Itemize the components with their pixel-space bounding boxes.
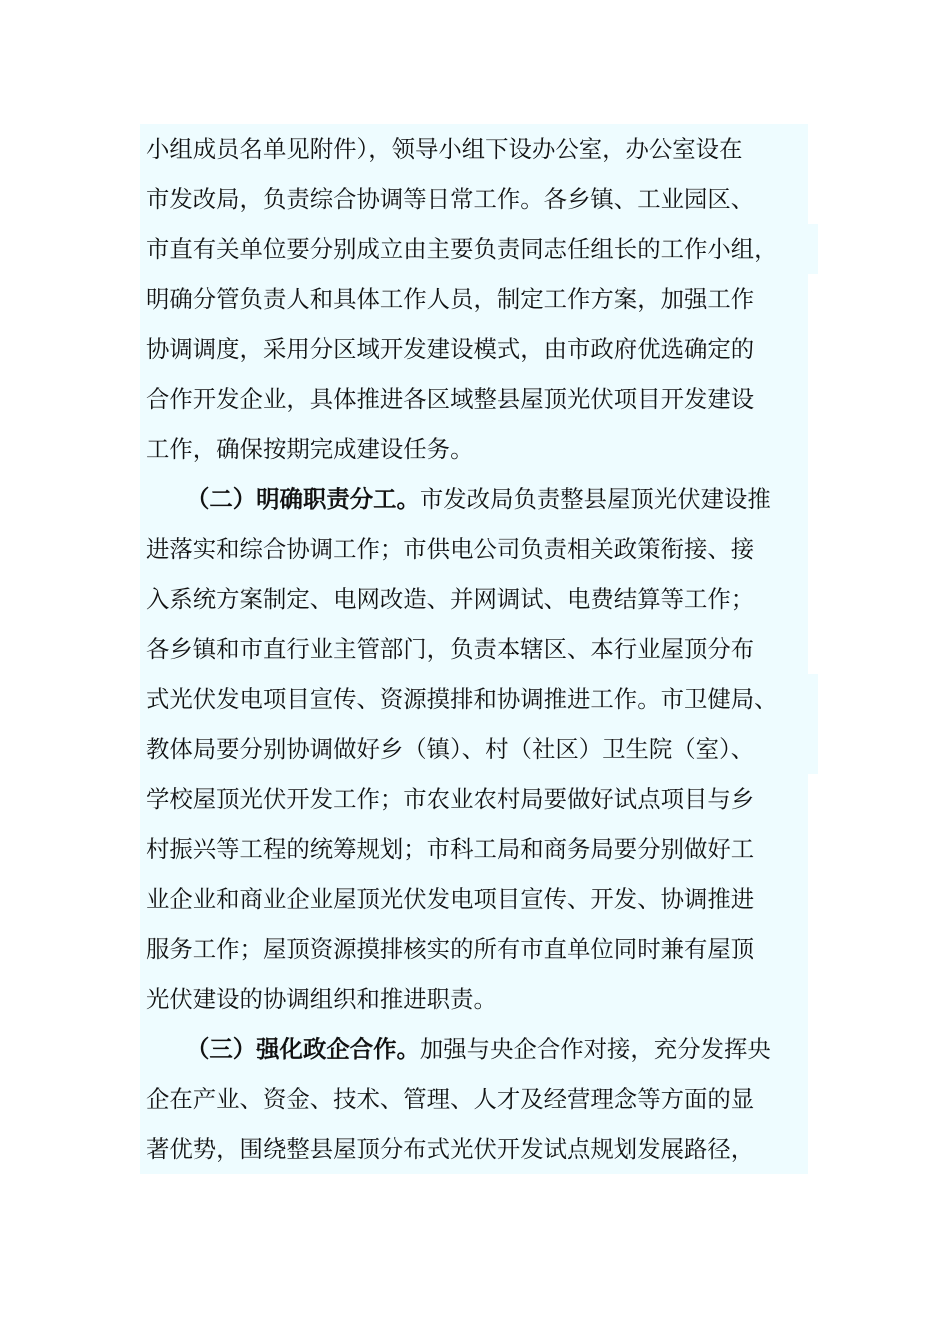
paragraph-1-line: 协调调度，采用分区域开发建设模式，由市政府优选确定的 — [140, 324, 808, 374]
paragraph-3-line: 企在产业、资金、技术、管理、人才及经营理念等方面的显 — [140, 1074, 808, 1124]
paragraph-2-line: 各乡镇和市直行业主管部门，负责本辖区、本行业屋顶分布 — [140, 624, 808, 674]
paragraph-1-line: 市发改局，负责综合协调等日常工作。各乡镇、工业园区、 — [140, 174, 808, 224]
paragraph-1-line: 合作开发企业，具体推进各区域整县屋顶光伏项目开发建设 — [140, 374, 808, 424]
paragraph-1-line: 市直有关单位要分别成立由主要负责同志任组长的工作小组， — [140, 224, 818, 274]
paragraph-2-line: 教体局要分别协调做好乡（镇）、村（社区）卫生院（室）、 — [140, 724, 818, 774]
section-heading-2: （二）明确职责分工。 — [186, 485, 420, 513]
paragraph-2-line: 学校屋顶光伏开发工作；市农业农村局要做好试点项目与乡 — [140, 774, 808, 824]
paragraph-2-line: 服务工作；屋顶资源摸排核实的所有市直单位同时兼有屋顶 — [140, 924, 808, 974]
paragraph-2-line: 业企业和商业企业屋顶光伏发电项目宣传、开发、协调推进 — [140, 874, 808, 924]
paragraph-3-line: 著优势，围绕整县屋顶分布式光伏开发试点规划发展路径， — [140, 1124, 808, 1174]
paragraph-2-line: 村振兴等工程的统筹规划；市科工局和商务局要分别做好工 — [140, 824, 808, 874]
paragraph-2-line: 光伏建设的协调组织和推进职责。 — [140, 974, 808, 1024]
paragraph-2-first-line — [140, 474, 808, 524]
paragraph-2-line: 式光伏发电项目宣传、资源摸排和协调推进工作。市卫健局、 — [140, 674, 818, 724]
paragraph-3-first-line-text: 加强与央企合作对接，充分发挥央 — [419, 1035, 771, 1063]
paragraph-2-line: 入系统方案制定、电网改造、并网调试、电费结算等工作； — [140, 574, 808, 624]
section-heading-3: （三）强化政企合作。 — [186, 1035, 420, 1063]
paragraph-2-first-line-text: 市发改局负责整县屋顶光伏建设推 — [419, 485, 771, 513]
paragraph-1-line: 明确分管负责人和具体工作人员，制定工作方案，加强工作 — [140, 274, 808, 324]
paragraph-2-line: 进落实和综合协调工作；市供电公司负责相关政策衔接、接 — [140, 524, 808, 574]
paragraph-1-line: 小组成员名单见附件），领导小组下设办公室，办公室设在 — [140, 124, 808, 174]
paragraph-3-first-line — [140, 1024, 808, 1074]
paragraph-1-line: 工作，确保按期完成建设任务。 — [140, 424, 808, 474]
document-body — [140, 124, 808, 1174]
